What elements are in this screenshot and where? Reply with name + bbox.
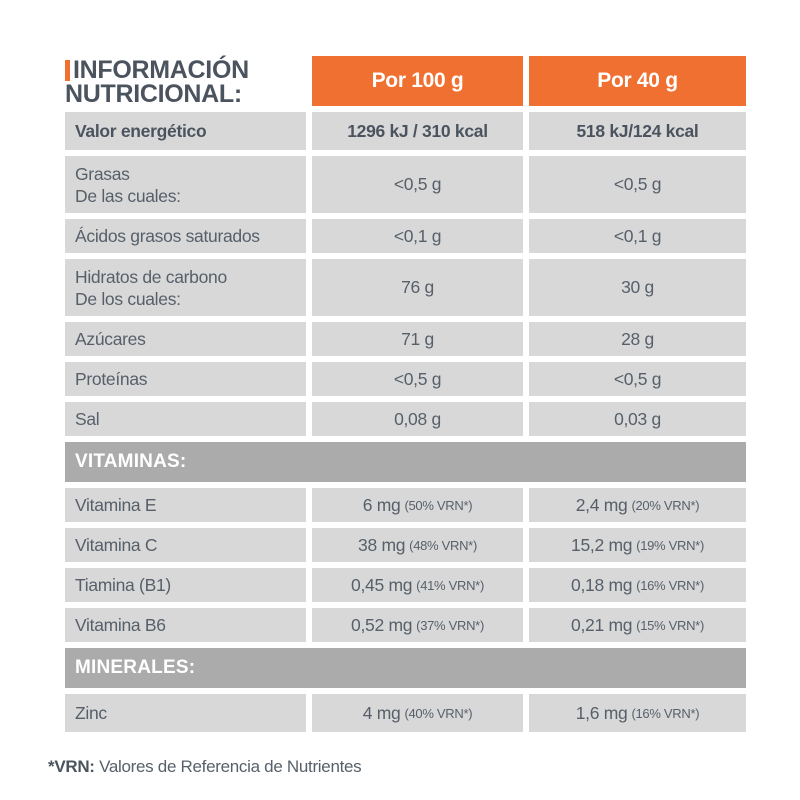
value-per-40g: 0,18 mg (16% VRN*)	[529, 568, 746, 602]
accent-bar-icon	[65, 60, 70, 81]
value-per-40g: 2,4 mg (20% VRN*)	[529, 488, 746, 522]
value-per-100g: 0,45 mg (41% VRN*)	[312, 568, 523, 602]
column-header-per-100g: Por 100 g	[312, 56, 523, 106]
value-per-40g: 518 kJ/124 kcal	[529, 112, 746, 150]
title-text-2: NUTRICIONAL:	[65, 80, 242, 108]
title-text-1: INFORMACIÓN	[73, 56, 249, 84]
row-label-text: Azúcares	[75, 329, 146, 349]
footnote-text: Valores de Referencia de Nutrientes	[94, 757, 362, 776]
row-label-text: Vitamina B6	[75, 615, 166, 635]
row-label	[65, 488, 306, 522]
row-sublabel-text: De los cuales:	[75, 288, 181, 309]
value-per-40g: 0,03 g	[529, 402, 746, 436]
nutrition-table	[65, 56, 746, 732]
value-per-100g: <0,1 g	[312, 219, 523, 253]
column-header-per-40g: Por 40 g	[529, 56, 746, 106]
row-label	[65, 322, 306, 356]
value-per-100g: 76 g	[312, 259, 523, 316]
value-per-40g: 1,6 mg (16% VRN*)	[529, 694, 746, 732]
footnote-label: *VRN:	[48, 757, 95, 776]
table-title	[65, 56, 306, 106]
value-per-100g: 6 mg (50% VRN*)	[312, 488, 523, 522]
title-line-1	[65, 58, 306, 82]
value-per-40g: <0,5 g	[529, 156, 746, 213]
value-per-100g: 1296 kJ / 310 kcal	[312, 112, 523, 150]
row-sublabel-text: De las cuales:	[75, 185, 181, 206]
row-label-text: Ácidos grasos saturados	[75, 226, 260, 246]
value-per-100g: 0,08 g	[312, 402, 523, 436]
section-header: VITAMINAS:	[65, 442, 746, 482]
value-per-40g: <0,1 g	[529, 219, 746, 253]
value-per-100g: 0,52 mg (37% VRN*)	[312, 608, 523, 642]
value-per-100g: <0,5 g	[312, 362, 523, 396]
row-label-text: Proteínas	[75, 369, 148, 389]
row-label-text: Vitamina E	[75, 495, 157, 515]
row-label	[65, 156, 306, 213]
row-label-text: Grasas	[75, 163, 130, 184]
row-label	[65, 528, 306, 562]
value-per-40g: <0,5 g	[529, 362, 746, 396]
row-label	[65, 568, 306, 602]
row-label-text: Zinc	[75, 703, 107, 723]
row-label	[65, 694, 306, 732]
row-label	[65, 402, 306, 436]
value-per-100g: 71 g	[312, 322, 523, 356]
row-label-text: Valor energético	[75, 121, 207, 141]
row-label	[65, 219, 306, 253]
value-per-40g: 30 g	[529, 259, 746, 316]
value-per-40g: 15,2 mg (19% VRN*)	[529, 528, 746, 562]
value-per-100g: 38 mg (48% VRN*)	[312, 528, 523, 562]
section-header: MINERALES:	[65, 648, 746, 688]
value-per-40g: 28 g	[529, 322, 746, 356]
row-label-text: Sal	[75, 409, 100, 429]
row-label-text: Hidratos de carbono	[75, 266, 227, 287]
title-line-2	[65, 82, 306, 106]
footnote	[48, 757, 361, 777]
row-label	[65, 112, 306, 150]
row-label	[65, 608, 306, 642]
row-label-text: Vitamina C	[75, 535, 158, 555]
value-per-100g: <0,5 g	[312, 156, 523, 213]
row-label	[65, 259, 306, 316]
value-per-100g: 4 mg (40% VRN*)	[312, 694, 523, 732]
row-label	[65, 362, 306, 396]
row-label-text: Tiamina (B1)	[75, 575, 171, 595]
value-per-40g: 0,21 mg (15% VRN*)	[529, 608, 746, 642]
